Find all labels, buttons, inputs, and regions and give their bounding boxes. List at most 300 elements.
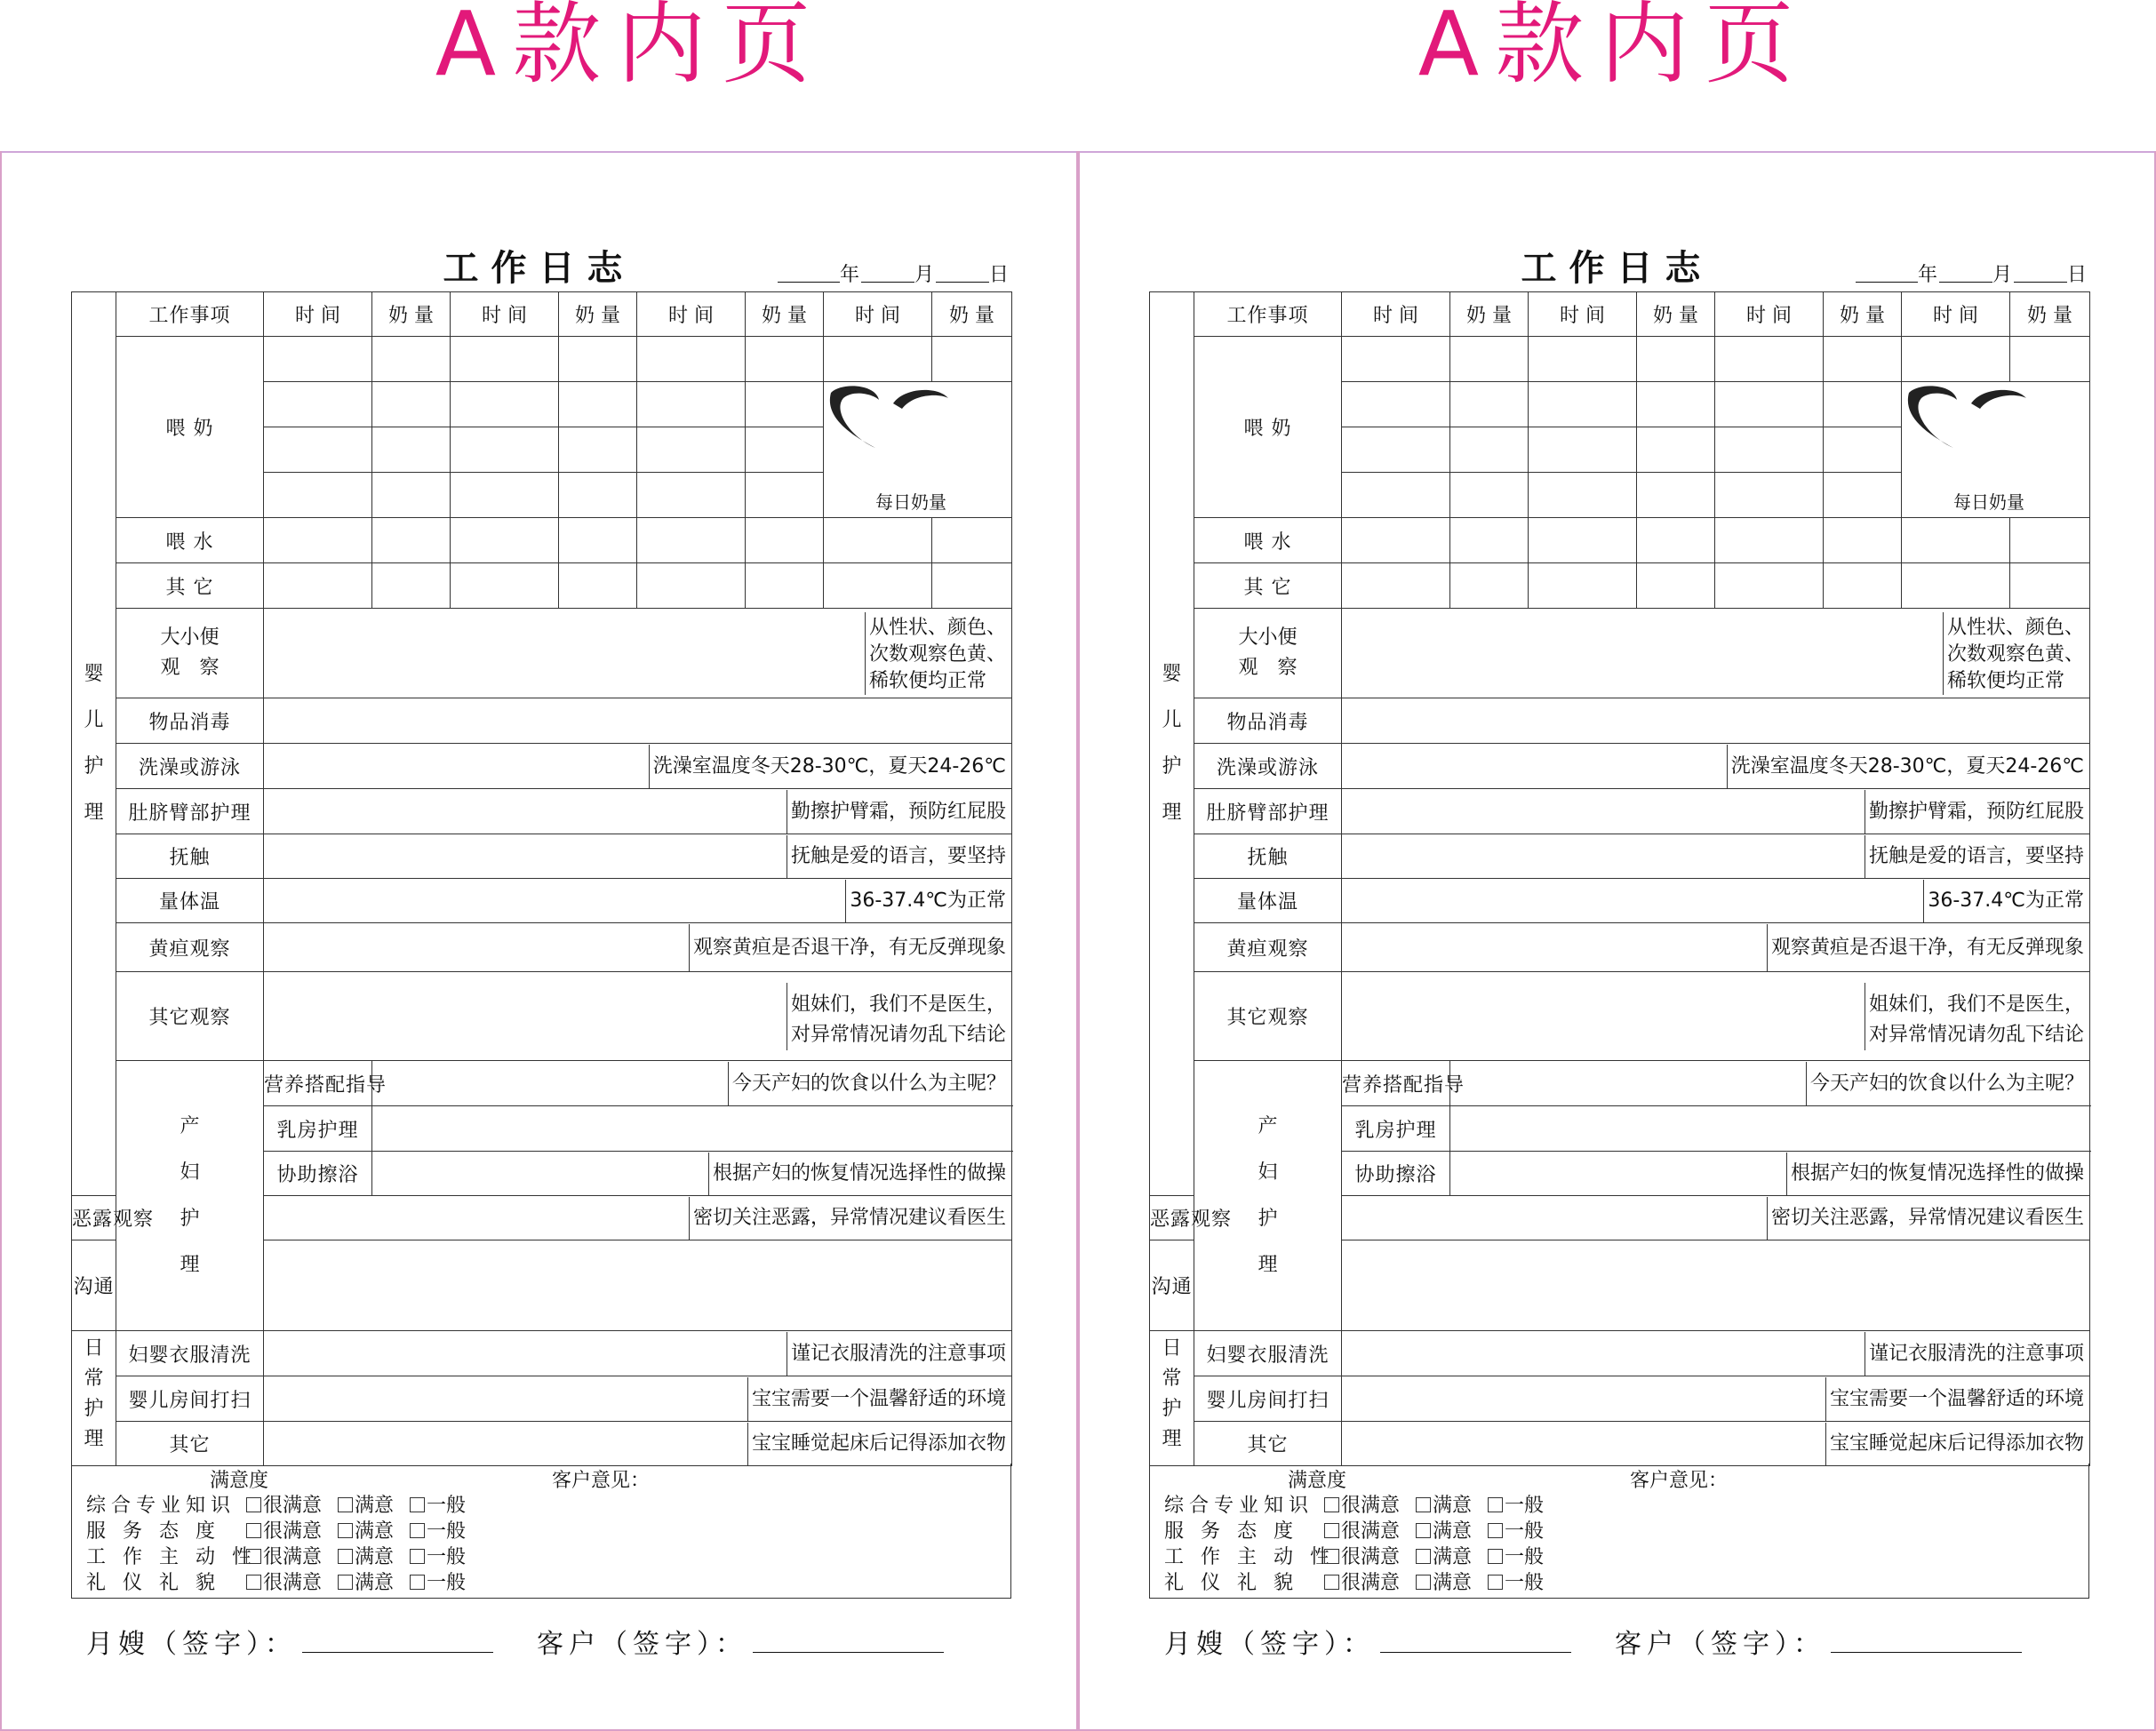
satisfaction-option[interactable]: 很满意 [1324,1542,1400,1569]
day-blank[interactable] [2014,265,2067,283]
cell[interactable] [932,337,1012,382]
row-entry-cell[interactable] [264,789,1012,834]
satisfaction-option[interactable]: 很满意 [1324,1490,1400,1518]
day-label: 日 [2066,264,2088,286]
cell[interactable] [1450,427,1529,473]
table-row [72,1061,1012,1106]
cell[interactable] [372,337,451,382]
heart-icon [824,382,957,480]
row-entry-cell[interactable] [1342,744,2090,789]
satisfaction-option[interactable]: 很满意 [246,1490,322,1518]
header-time-3: 时 间 [637,292,746,337]
water-label: 喂 水 [1194,518,1342,563]
table-row [72,923,1012,972]
customer-opinion-label: 客户意见： [552,1470,651,1492]
cell[interactable] [1637,337,1715,382]
cell[interactable] [451,473,559,518]
work-log-table [1149,291,2090,1466]
stool-note-cell[interactable] [1342,609,2090,698]
row-label: 其它观察 [116,972,264,1061]
caption-right: A款内页 [1417,0,1810,96]
year-blank[interactable] [1856,265,1918,283]
satisfaction-item: 礼 仪 礼 貌 [86,1572,220,1594]
checkbox-icon[interactable] [246,1549,261,1564]
cell[interactable] [637,427,746,473]
row-entry-cell[interactable] [264,1240,1012,1331]
caption-left: A款内页 [435,0,827,96]
table-row [1150,744,2090,789]
client-signature: 客户（签字）： [537,1622,944,1661]
row-label: 量体温 [116,879,264,923]
cell[interactable] [637,382,746,427]
row-entry-cell[interactable] [1342,923,2090,972]
row-label: 物品消毒 [116,698,264,744]
cell[interactable] [1450,382,1529,427]
cell[interactable] [824,337,932,382]
satisfaction-heading: 满意度 [210,1470,269,1492]
checkbox-icon[interactable] [246,1523,261,1538]
row-entry-cell[interactable] [264,698,1012,744]
row-entry-cell[interactable] [1342,1376,2090,1422]
satisfaction-row [1164,1490,1560,1518]
row-entry-cell[interactable] [264,972,1012,1061]
cell[interactable] [264,427,372,473]
checkbox-icon[interactable] [1324,1523,1339,1538]
cell[interactable] [2010,518,2090,563]
month-label: 月 [914,264,936,286]
satisfaction-row [86,1490,482,1518]
cell[interactable] [932,518,1012,563]
satisfaction-option[interactable]: 满意 [1416,1490,1472,1518]
row-label: 恶露观察 [1150,1196,1194,1240]
cell[interactable] [2010,337,2090,382]
row-entry-cell[interactable] [1342,1240,2090,1331]
checkbox-icon[interactable] [338,1497,353,1512]
row-label: 沟通 [72,1240,116,1331]
year-blank[interactable] [778,265,840,283]
cell[interactable] [1715,382,1824,427]
satisfaction-row [1164,1567,1560,1595]
satisfaction-option[interactable]: 满意 [1416,1542,1472,1569]
row-hint: 洗澡室温度冬天28-30℃，夏天24-26℃ [649,745,1008,788]
row-label: 黄疸观察 [116,923,264,972]
stool-note-cell[interactable] [264,609,1012,698]
cell[interactable] [1450,518,1529,563]
header-amount-2: 奶 量 [1637,292,1715,337]
row-label: 肚脐臂部护理 [1194,789,1342,834]
cell[interactable] [1637,518,1715,563]
checkbox-icon[interactable] [338,1575,353,1590]
satisfaction-option[interactable]: 一般 [1488,1516,1544,1544]
row-label: 妇婴衣服清洗 [116,1331,264,1376]
cell[interactable] [1342,382,1450,427]
checkbox-icon[interactable] [1416,1549,1431,1564]
form-title: 工作日志 [1521,248,1713,289]
checkbox-icon[interactable] [1488,1523,1503,1538]
cell[interactable] [2010,563,2090,609]
daily-milk-cell [824,382,1012,518]
row-hint: 今天产妇的饮食以什么为主呢？ [1806,1062,2086,1105]
day-blank[interactable] [936,265,989,283]
row-hint: 勤擦护臂霜，预防红屁股 [1865,790,2086,834]
cell[interactable] [746,518,824,563]
row-entry-cell[interactable] [1450,1152,2090,1196]
cell[interactable] [1824,382,1902,427]
cell[interactable] [1824,337,1902,382]
stool-row [72,609,1012,698]
cell[interactable] [1715,563,1824,609]
row-label: 营养搭配指导 [264,1061,372,1106]
cell[interactable] [1637,427,1715,473]
satisfaction-option[interactable]: 一般 [1488,1542,1544,1569]
water-row [1150,518,2090,563]
row-label: 量体温 [1194,879,1342,923]
table-header-row [1150,292,2090,337]
row-entry-cell[interactable] [1342,698,2090,744]
date-line [778,259,1010,287]
cell[interactable] [1529,427,1637,473]
month-blank[interactable] [861,265,914,283]
cell[interactable] [746,563,824,609]
cell[interactable] [1902,518,2010,563]
cell[interactable] [264,518,372,563]
year-label: 年 [839,264,861,286]
cell[interactable] [559,473,637,518]
checkbox-icon[interactable] [1416,1497,1431,1512]
cell[interactable] [451,337,559,382]
checkbox-icon[interactable] [1416,1575,1431,1590]
stool-note: 从性状、颜色、 次数观察色黄、 稀软便均正常 [865,612,1008,695]
checkbox-icon[interactable] [1324,1549,1339,1564]
row-entry-cell[interactable] [264,834,1012,879]
row-hint: 密切关注恶露，异常情况建议看医生 [689,1197,1008,1240]
cell[interactable] [1342,337,1450,382]
row-entry-cell[interactable] [1342,1331,2090,1376]
cell[interactable] [264,337,372,382]
row-hint: 36-37.4℃为正常 [1923,880,2086,922]
row-hint: 观察黄疸是否退干净，有无反弹现象 [689,924,1008,971]
satisfaction-option[interactable]: 很满意 [246,1567,322,1595]
satisfaction-heading: 满意度 [1288,1470,1347,1492]
cell[interactable] [1529,337,1637,382]
row-label: 物品消毒 [1194,698,1342,744]
cell[interactable] [1450,563,1529,609]
row-entry-cell[interactable] [264,879,1012,923]
row-entry-cell[interactable] [1342,1196,2090,1240]
checkbox-icon[interactable] [1324,1497,1339,1512]
satisfaction-item: 综合专业知识 [86,1495,236,1517]
table-row [72,744,1012,789]
satisfaction-option[interactable]: 很满意 [246,1542,322,1569]
row-label: 婴儿房间打扫 [1194,1376,1342,1422]
cell[interactable] [1342,563,1450,609]
satisfaction-option[interactable]: 很满意 [1324,1516,1400,1544]
section-mother-care: 产妇护理 [1194,1061,1342,1331]
cell[interactable] [1529,382,1637,427]
cell[interactable] [637,563,746,609]
cell[interactable] [824,563,932,609]
checkbox-icon[interactable] [246,1497,261,1512]
row-entry-cell[interactable] [1450,1106,2090,1152]
table-row [1150,1061,2090,1106]
satisfaction-box [1149,1464,2089,1599]
cell[interactable] [451,427,559,473]
cell[interactable] [559,518,637,563]
row-entry-cell[interactable] [264,1376,1012,1422]
row-hint: 洗澡室温度冬天28-30℃，夏天24-26℃ [1727,745,2086,788]
row-entry-cell[interactable] [1342,972,2090,1061]
row-entry-cell[interactable] [1342,879,2090,923]
cell[interactable] [559,382,637,427]
cell[interactable] [372,427,451,473]
row-entry-cell[interactable] [264,1331,1012,1376]
table-row [72,1376,1012,1422]
daily-milk-label: 每日奶量 [875,491,946,513]
cell[interactable] [1529,518,1637,563]
satisfaction-row [86,1567,482,1595]
cell[interactable] [1342,427,1450,473]
section-daily-care: 日常护理 [1150,1331,1194,1466]
cell[interactable] [1342,518,1450,563]
checkbox-icon[interactable] [338,1549,353,1564]
satisfaction-option[interactable]: 满意 [338,1567,394,1595]
row-hint: 36-37.4℃为正常 [845,880,1008,922]
satisfaction-option[interactable]: 满意 [1416,1516,1472,1544]
nanny-signature-line[interactable] [1380,1628,1571,1653]
cell[interactable] [637,337,746,382]
cell[interactable] [1715,473,1824,518]
satisfaction-option[interactable]: 一般 [410,1516,466,1544]
cell[interactable] [264,563,372,609]
row-hint: 今天产妇的饮食以什么为主呢？ [728,1062,1008,1105]
satisfaction-option[interactable]: 满意 [1416,1567,1472,1595]
row-entry-cell[interactable] [264,923,1012,972]
section-infant-care: 婴儿护理 [72,292,116,1196]
header-amount-1: 奶 量 [372,292,451,337]
checkbox-icon[interactable] [410,1497,425,1512]
cell[interactable] [372,563,451,609]
cell[interactable] [1824,427,1902,473]
cell[interactable] [451,382,559,427]
customer-opinion-label: 客户意见： [1630,1470,1729,1492]
satisfaction-option[interactable]: 一般 [1488,1567,1544,1595]
cell[interactable] [559,563,637,609]
satisfaction-item: 服 务 态 度 [1164,1520,1298,1543]
water-row [72,518,1012,563]
water-label: 喂 水 [116,518,264,563]
satisfaction-option[interactable]: 一般 [410,1490,466,1518]
header-time-1: 时 间 [1342,292,1450,337]
cell[interactable] [372,518,451,563]
cell[interactable] [1529,563,1637,609]
cell[interactable] [1824,518,1902,563]
month-label: 月 [1992,264,2014,286]
row-entry-cell[interactable] [372,1106,1012,1152]
table-row [1150,1331,2090,1376]
cell[interactable] [1637,473,1715,518]
client-signature-line[interactable] [1831,1628,2022,1653]
row-hint: 宝宝睡觉起床后记得添加衣物 [747,1423,1008,1465]
table-row [1150,1422,2090,1466]
row-label: 乳房护理 [264,1106,372,1152]
row-label: 肚脐臂部护理 [116,789,264,834]
daily-milk-cell [1902,382,2090,518]
header-time-1: 时 间 [264,292,372,337]
row-entry-cell[interactable] [372,1061,1012,1106]
row-hint: 宝宝睡觉起床后记得添加衣物 [1825,1423,2086,1465]
row-entry-cell[interactable] [372,1152,1012,1196]
row-hint: 抚触是爱的语言，要坚持 [787,835,1008,878]
satisfaction-row [86,1542,482,1569]
cell[interactable] [559,337,637,382]
table-row [72,698,1012,744]
satisfaction-row [86,1516,482,1544]
row-entry-cell[interactable] [1450,1061,2090,1106]
cell[interactable] [746,473,824,518]
row-hint: 根据产妇的恢复情况选择性的做操 [708,1153,1008,1195]
checkbox-icon[interactable] [1416,1523,1431,1538]
section-daily-care: 日常护理 [72,1331,116,1466]
cell[interactable] [451,518,559,563]
satisfaction-option[interactable]: 一般 [1488,1490,1544,1518]
client-signature: 客户（签字）： [1615,1622,2022,1661]
table-row [1150,972,2090,1061]
table-row [1150,879,2090,923]
header-amount-1: 奶 量 [1450,292,1529,337]
table-row [72,789,1012,834]
row-label: 抚触 [116,834,264,879]
cell[interactable] [1902,563,2010,609]
row-label: 其它 [116,1422,264,1466]
header-time-2: 时 间 [1529,292,1637,337]
header-amount-2: 奶 量 [559,292,637,337]
checkbox-icon[interactable] [246,1575,261,1590]
row-entry-cell[interactable] [1342,1422,2090,1466]
feeding-label: 喂 奶 [1194,337,1342,518]
cell[interactable] [746,382,824,427]
cell[interactable] [746,337,824,382]
header-time-4: 时 间 [824,292,932,337]
section-mother-care: 产妇护理 [116,1061,264,1331]
section-infant-care: 婴儿护理 [1150,292,1194,1196]
cell[interactable] [372,473,451,518]
checkbox-icon[interactable] [1488,1549,1503,1564]
nanny-signature-line[interactable] [302,1628,493,1653]
checkbox-icon[interactable] [410,1523,425,1538]
row-label: 洗澡或游泳 [1194,744,1342,789]
cell[interactable] [264,473,372,518]
row-label: 抚触 [1194,834,1342,879]
cell[interactable] [1450,473,1529,518]
row-label: 婴儿房间打扫 [116,1376,264,1422]
feeding-label: 喂 奶 [116,337,264,518]
header-work-item: 工作事项 [1194,292,1342,337]
client-signature-line[interactable] [753,1628,944,1653]
form-title: 工作日志 [443,248,635,289]
cell[interactable] [1529,473,1637,518]
cell[interactable] [1450,337,1529,382]
cell[interactable] [451,563,559,609]
satisfaction-item: 工 作 主 动 性 [86,1546,257,1568]
satisfaction-item: 工 作 主 动 性 [1164,1546,1335,1568]
cell[interactable] [1824,563,1902,609]
row-hint: 根据产妇的恢复情况选择性的做操 [1786,1153,2086,1195]
cell[interactable] [372,382,451,427]
row-label: 乳房护理 [1342,1106,1450,1152]
row-label: 协助擦浴 [1342,1152,1450,1196]
row-entry-cell[interactable] [264,744,1012,789]
cell[interactable] [824,518,932,563]
checkbox-icon[interactable] [1488,1497,1503,1512]
header-time-3: 时 间 [1715,292,1824,337]
nanny-signature: 月嫂（签字）： [86,1622,493,1661]
table-row [72,1422,1012,1466]
satisfaction-item: 礼 仪 礼 貌 [1164,1572,1298,1594]
row-label: 协助擦浴 [264,1152,372,1196]
cell[interactable] [1902,337,2010,382]
cell[interactable] [1637,563,1715,609]
checkbox-icon[interactable] [410,1575,425,1590]
stool-row [1150,609,2090,698]
cell[interactable] [746,427,824,473]
cell[interactable] [1715,427,1824,473]
row-entry-cell[interactable] [264,1422,1012,1466]
satisfaction-item: 服 务 态 度 [86,1520,220,1543]
header-time-2: 时 间 [451,292,559,337]
cell[interactable] [1637,382,1715,427]
cell[interactable] [559,427,637,473]
row-entry-cell[interactable] [1342,789,2090,834]
row-hint: 观察黄疸是否退干净，有无反弹现象 [1767,924,2086,971]
row-label: 洗澡或游泳 [116,744,264,789]
cell[interactable] [264,382,372,427]
satisfaction-option[interactable]: 一般 [410,1567,466,1595]
satisfaction-option[interactable]: 一般 [410,1542,466,1569]
row-hint: 谨记衣服清洗的注意事项 [1865,1332,2086,1376]
row-entry-cell[interactable] [264,1196,1012,1240]
form-panel-left [0,151,1078,1731]
row-label: 沟通 [1150,1240,1194,1331]
month-blank[interactable] [1939,265,1992,283]
cell[interactable] [637,518,746,563]
table-row [1150,834,2090,879]
checkbox-icon[interactable] [1324,1575,1339,1590]
satisfaction-box [71,1464,1011,1599]
stool-note: 从性状、颜色、 次数观察色黄、 稀软便均正常 [1943,612,2086,695]
header-amount-4: 奶 量 [2010,292,2090,337]
satisfaction-option[interactable]: 满意 [338,1490,394,1518]
satisfaction-option[interactable]: 很满意 [1324,1567,1400,1595]
header-amount-3: 奶 量 [1824,292,1902,337]
checkbox-icon[interactable] [410,1549,425,1564]
cell[interactable] [1342,473,1450,518]
form-panel-right [1078,151,2156,1731]
satisfaction-option[interactable]: 满意 [338,1542,394,1569]
cell[interactable] [637,473,746,518]
header-work-item: 工作事项 [116,292,264,337]
row-entry-cell[interactable] [1342,834,2090,879]
checkbox-icon[interactable] [1488,1575,1503,1590]
satisfaction-row [1164,1542,1560,1569]
cell[interactable] [932,563,1012,609]
checkbox-icon[interactable] [338,1523,353,1538]
cell[interactable] [1824,473,1902,518]
other-label: 其 它 [116,563,264,609]
cell[interactable] [1715,337,1824,382]
cell[interactable] [1715,518,1824,563]
satisfaction-option[interactable]: 很满意 [246,1516,322,1544]
satisfaction-option[interactable]: 满意 [338,1516,394,1544]
